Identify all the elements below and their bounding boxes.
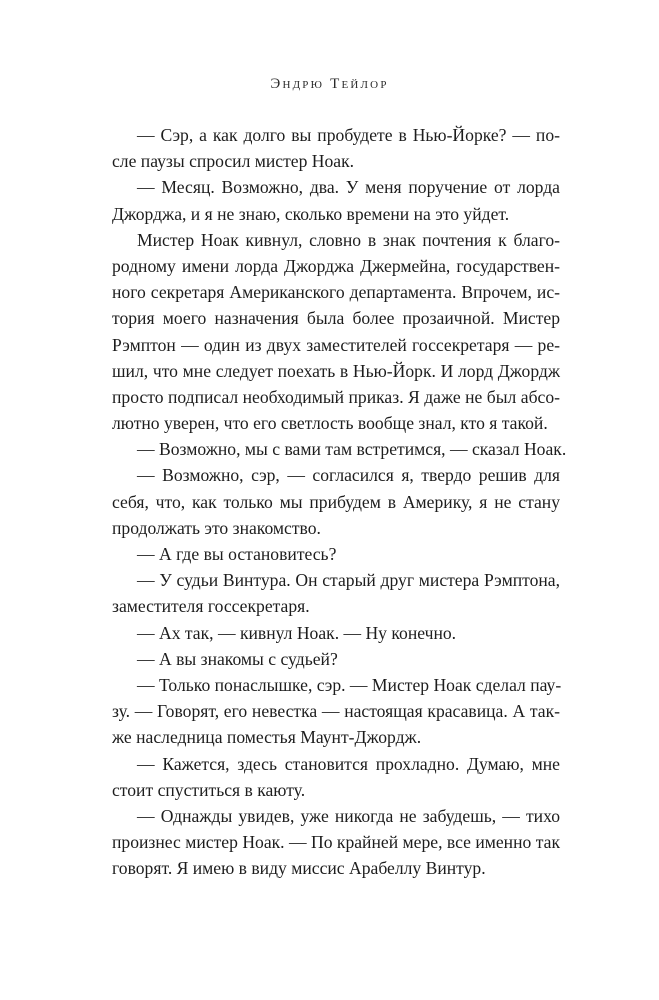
text-line: просто подписал необходимый приказ. Я даже не был абсо- [112, 386, 560, 407]
body-text [112, 122, 567, 881]
text-line: — Однажды увидев, уже никогда не забудешь, — тихо [137, 805, 560, 826]
text-line: тория моего назначения была более прозаичной. Мистер [112, 308, 560, 329]
text-line: — Месяц. Возможно, два. У меня поручение от лорда [137, 177, 560, 198]
text-line: произнес мистер Ноак. — По крайней мере, все именно так [112, 832, 560, 853]
text-line: Рэмптон — один из двух заместителей госсекретаря — ре- [112, 334, 560, 355]
running-head: Эндрю Тейлор [270, 76, 389, 92]
text-line: сле паузы спросил мистер Ноак. [112, 151, 355, 172]
text-line: же наследница поместья Маунт-Джордж. [112, 727, 422, 748]
text-line: зу. — Говорят, его невестка — настоящая красавица. А так- [112, 701, 560, 722]
text-line: — Сэр, а как долго вы пробудете в Нью-Йорке? — по- [137, 125, 560, 145]
text-line: — А вы знакомы с судьей? [137, 648, 338, 669]
text-line: — Только понаслышке, сэр. — Мистер Ноак сделал пау- [137, 674, 562, 695]
text-line: — Возможно, сэр, — согласился я, твердо решив для [137, 465, 560, 486]
text-line: стоит спуститься в каюту. [112, 779, 306, 800]
text-line: ного секретаря Американского департамента. Впрочем, ис- [112, 282, 560, 303]
text-line: Джорджа, и я не знаю, сколько времени на это уйдет. [112, 203, 510, 224]
text-line: шил, что мне следует поехать в Нью-Йорк. И лорд Джордж [112, 360, 560, 381]
text-line: — Возможно, мы с вами там встретимся, — сказал Ноак. [137, 439, 567, 460]
text-line: говорят. Я имею в виду миссис Арабеллу Винтур. [112, 858, 486, 879]
text-line: родному имени лорда Джорджа Джермейна, государствен- [112, 255, 560, 276]
text-line: продолжать это знакомство. [112, 517, 321, 538]
text-line: — Кажется, здесь становится прохладно. Думаю, мне [137, 753, 560, 774]
text-line: заместителя госсекретаря. [112, 596, 310, 617]
text-line: — У судьи Винтура. Он старый друг мистера Рэмптона, [137, 570, 560, 591]
text-line: — Ах так, — кивнул Ноак. — Ну конечно. [137, 622, 457, 643]
text-line: себя, что, как только мы прибудем в Америку, я не стану [112, 491, 560, 512]
text-line: Мистер Ноак кивнул, словно в знак почтения к благо- [137, 229, 560, 250]
text-line: лютно уверен, что его светлость вообще знал, кто я такой. [112, 413, 548, 434]
text-line: — А где вы остановитесь? [137, 544, 337, 564]
